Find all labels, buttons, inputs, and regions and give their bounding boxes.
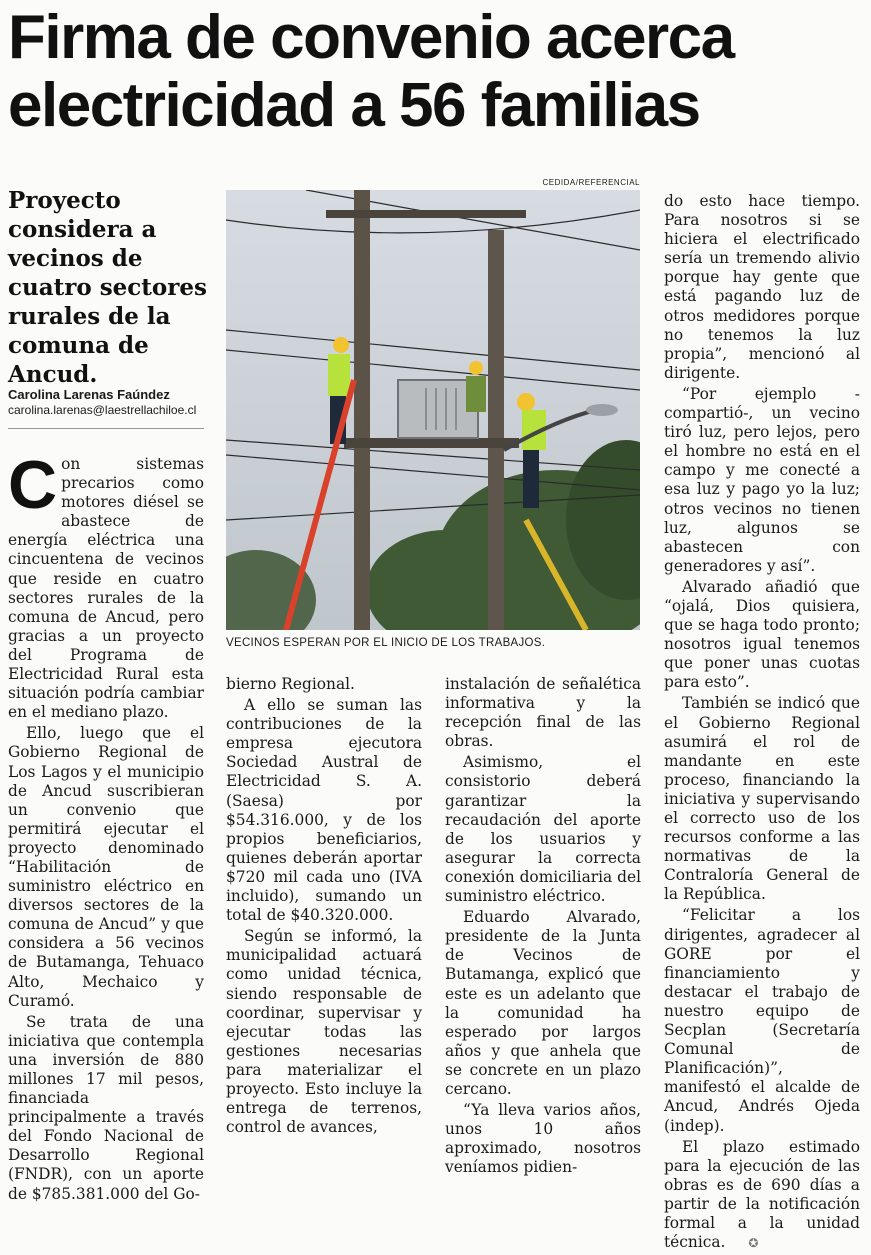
photo-credit: CEDIDA/REFERENCIAL [542,178,640,187]
paragraph: A ello se suman las contribuciones de la empresa ejecutora Sociedad Austral de Electricidad S. A. (Saesa) por $54.316.000, y de los propios beneficiarios, quienes deberán aportar $720 mil cada uno (IVA incluido), sumando un total de $40.320.000. [226,696,422,925]
paragraph: bierno Regional. [226,675,355,693]
byline-rule [8,428,204,429]
byline-email: carolina.larenas@laestrellachiloe.cl [8,403,197,417]
article-column-3 [445,675,641,1179]
paragraph: Se trata de una iniciativa que contempla una inversión de 880 millones 17 mil pesos, financiada principalmente a través del Fondo Nacional de Desarrollo Regional (FNDR), con un aporte de $785.381.000 del Go- [8,1012,204,1203]
article-column-2 [226,675,422,1139]
paragraph: “Felicitar a los dirigentes, agradecer al GORE por el financiamiento y destacar el trabajo de nuestro equipo de Secplan (Secretaría Comunal de Planificación)”, manifestó el alcalde de Ancud, Andrés Ojeda (indep). [664,906,860,1135]
article-column-1 [8,447,204,1206]
paragraph: Alvarado añadió que “ojalá, Dios quisiera, que se haga todo pronto; nosotros igual tenemos que poner unas cuotas para esto”. [664,577,860,692]
paragraph: Eduardo Alvarado, presidente de la Junta de Vecinos de Butamanga, explicó que este es un adelanto que la comunidad ha esperado por largos años y que anhela que se concrete en un plazo cercano. [445,908,641,1098]
drop-cap: C [8,447,58,523]
paragraph: instalación de señalética informativa y la recepción final de las obras. [445,675,641,751]
crossarm-top [326,210,526,218]
pole-right [488,230,504,630]
byline-author: Carolina Larenas Faúndez [8,387,170,402]
paragraph: Asimismo, el consistorio deberá garantizar la recaudación del aporte de los usuarios y asegurar la correcta conexión domiciliaria del suministro eléctrico. [445,753,642,906]
crossarm-mid [344,438,519,448]
article-column-4 [664,192,860,1255]
paragraph-text: on sistemas precarios como motores diésel se abastece de energía eléctrica una cincuentena de vecinos que reside en cuatro sectores rurales de la comuna de Ancud, pero gracias a un proyecto del Programa de Electricidad Rural esta situación podría cambiar en el mediano plazo. [8,455,204,722]
article-photo [226,190,640,630]
paragraph: También se indicó que el Gobierno Regional asumirá el rol de mandante en este proceso, financiando la iniciativa y supervisando el correcto uso de los recursos conforme a las normativas de la Contraloría General de la República. [664,694,860,904]
paragraph: “Por ejemplo -compartió-, un vecino tiró luz, pero lejos, pero el hombre no está en el campo y me conecté a esa luz y pago yo la luz; otros vecinos no tienen luz, algunos se abastecen con generadores y así”. [664,384,860,575]
paragraph: “Ya lleva varios años, unos 10 años aproximado, nosotros veníamos pidien- [445,1101,641,1177]
end-mark-icon: ✪ [748,1236,759,1251]
paragraph: Según se informó, la municipalidad actuará como unidad técnica, siendo responsable de coordinar, supervisar y ejecutar todas las gestiones necesarias para materializar el proyecto. Esto incluye la entrega de terrenos, control de avances, [226,927,422,1137]
subhead: Proyecto considera a vecinos de cuatro sectores rurales de la comuna de Ancud. [8,187,207,388]
paragraph: Ello, luego que el Gobierno Regional de Los Lagos y el municipio de Ancud suscribieran un convenio que permitirá ejecutar el proyecto denominado “Habilitación de suministro eléctrico en diversos sectores de la comuna de Ancud” y que considera a 56 vecinos de Butamanga, Tehuaco Alto, Mechaico y Curamó. [8,724,204,1010]
pole-left [354,190,370,630]
headline: Firma de convenio acerca electricidad a 56 familias [8,3,734,140]
paragraph [8,447,204,722]
paragraph: do esto hace tiempo. Para nosotros si se hiciera el electrificado sería un tremendo alivio porque hay gente que está pagando luz de otros medidores porque no tenemos la luz propia”, mencionó al dirigente. [664,192,860,382]
paragraph [664,1138,860,1254]
paragraph-text: El plazo estimado para la ejecución de las obras es de 690 días a partir de la notificación formal a la unidad técnica. [664,1137,860,1252]
photo-caption: VECINOS ESPERAN POR EL INICIO DE LOS TRABAJOS. [226,637,546,649]
